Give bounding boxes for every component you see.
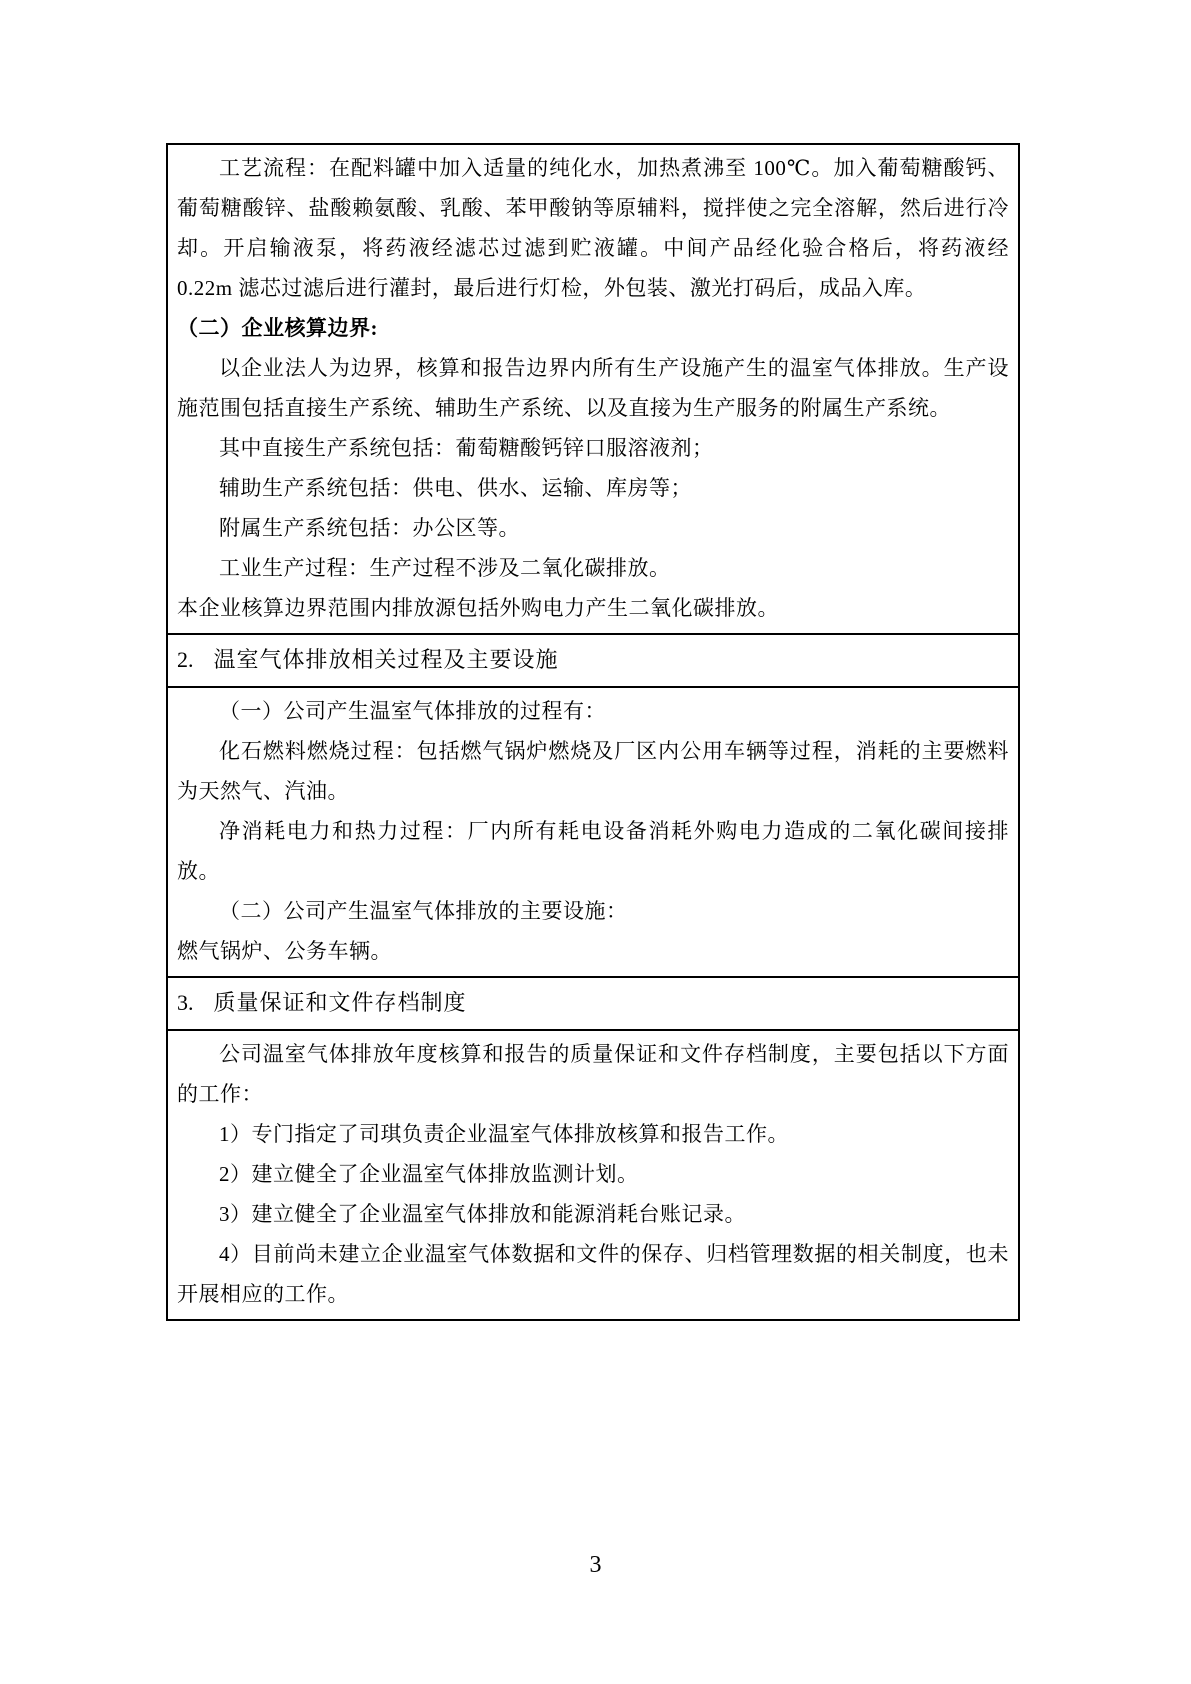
paragraph-electricity-heat: 净消耗电力和热力过程：厂内所有耗电设备消耗外购电力造成的二氧化碳间接排放。 [177, 819, 1009, 883]
page-number: 3 [589, 1552, 602, 1578]
paragraph-fossil-fuel: 化石燃料燃烧过程：包括燃气锅炉燃烧及厂区内公用车辆等过程，消耗的主要燃料为天然气、汽油。 [177, 739, 1009, 803]
paragraph-processes-heading: （一）公司产生温室气体排放的过程有： [219, 699, 606, 723]
section-header-2 [168, 633, 1018, 686]
paragraph-boundary-desc: 以企业法人为边界，核算和报告边界内所有生产设施产生的温室气体排放。生产设施范围包括直接生产系统、辅助生产系统、以及直接为生产服务的附属生产系统。 [177, 356, 1009, 420]
section-number: 2. [177, 647, 194, 672]
table-row-emission-processes [168, 686, 1018, 976]
section-number: 3. [177, 990, 194, 1015]
paragraph-facilities-heading: （二）公司产生温室气体排放的主要设施： [219, 899, 628, 923]
paragraph-industrial-process: 工业生产过程：生产过程不涉及二氧化碳排放。 [219, 556, 671, 580]
paragraph-emission-sources: 本企业核算边界范围内排放源包括外购电力产生二氧化碳排放。 [177, 596, 779, 620]
paragraph-facilities-list: 燃气锅炉、公务车辆。 [177, 939, 392, 963]
section-header-3 [168, 976, 1018, 1029]
paragraph-qa-item-3: 3）建立健全了企业温室气体排放和能源消耗台账记录。 [219, 1202, 746, 1226]
paragraph-direct-system: 其中直接生产系统包括：葡萄糖酸钙锌口服溶液剂； [219, 436, 714, 460]
report-table [166, 143, 1020, 1321]
paragraph-boundary-heading: （二）企业核算边界: [177, 316, 378, 340]
table-row-quality-assurance [168, 1029, 1018, 1319]
paragraph-process-flow: 工艺流程：在配料罐中加入适量的纯化水，加热煮沸至 100℃。加入葡萄糖酸钙、葡萄糖酸锌、盐酸赖氨酸、乳酸、苯甲酸钠等原辅料，搅拌使之完全溶解，然后进行冷却。开启输液泵，将药液经滤芯过滤到贮液罐。中间产品经化验合格后，将药液经 0.22m 滤芯过滤后进行灌封，最后进行灯检，外包装、激光打码后，成品入库。 [177, 156, 1009, 300]
section-title: 质量保证和文件存档制度 [213, 990, 467, 1015]
paragraph-qa-item-1: 1）专门指定了司琪负责企业温室气体排放核算和报告工作。 [219, 1122, 789, 1146]
table-row-accounting-boundary [168, 145, 1018, 633]
paragraph-qa-intro: 公司温室气体排放年度核算和报告的质量保证和文件存档制度，主要包括以下方面的工作： [177, 1042, 1009, 1106]
paragraph-auxiliary-system: 辅助生产系统包括：供电、供水、运输、库房等； [219, 476, 692, 500]
paragraph-qa-item-4: 4）目前尚未建立企业温室气体数据和文件的保存、归档管理数据的相关制度，也未开展相应的工作。 [177, 1242, 1009, 1306]
section-title: 温室气体排放相关过程及主要设施 [213, 647, 559, 672]
paragraph-qa-item-2: 2）建立健全了企业温室气体排放监测计划。 [219, 1162, 639, 1186]
paragraph-attached-system: 附属生产系统包括：办公区等。 [219, 516, 520, 540]
